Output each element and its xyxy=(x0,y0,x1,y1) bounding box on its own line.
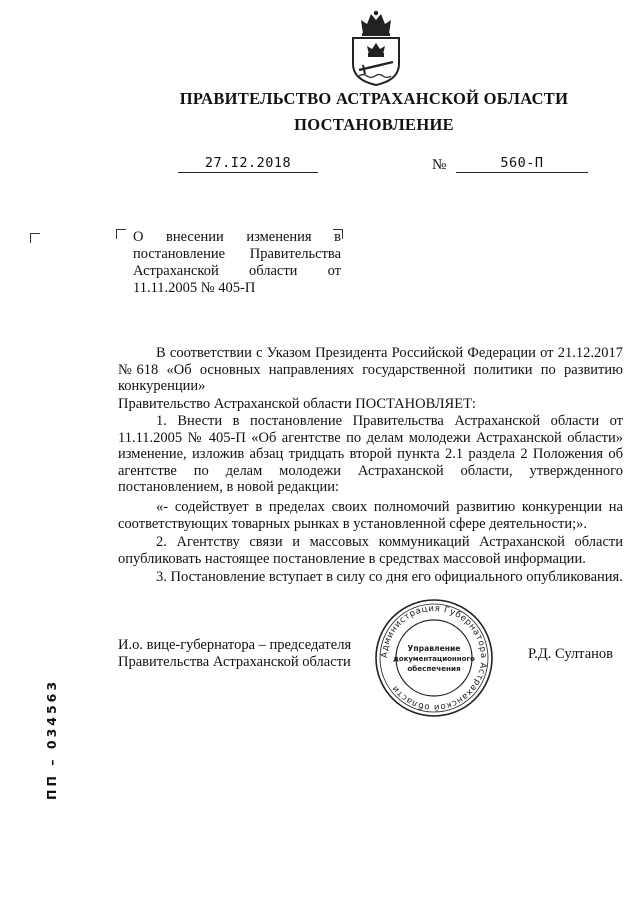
seal-center-line-3: обеспечения xyxy=(407,664,461,673)
signatory-title xyxy=(118,637,378,671)
document-subject: О внесении изменения в постановление Правительства Астраханской области от 11.11.2005 № 405-П xyxy=(133,229,341,296)
seal-ring-text: Администрация Губернатора Астраханской области xyxy=(379,603,489,713)
item-1-quote: «- содействует в пределах своих полномочий развитию конкуренции на соответствующих товарных рынках в установленной сфере деятельности;». xyxy=(118,499,623,532)
signatory-name: Р.Д. Султанов xyxy=(528,646,613,662)
document-date: 27.I2.2018 xyxy=(178,155,318,173)
seal-center-line-2: документационного xyxy=(393,655,475,663)
form-serial-number: ПП – 034563 xyxy=(44,678,59,800)
issuing-authority-title: ПРАВИТЕЛЬСТВО АСТРАХАНСКОЙ ОБЛАСТИ xyxy=(179,89,569,108)
number-sign: № xyxy=(432,157,447,173)
subject-start-corner-mark xyxy=(116,229,126,239)
signatory-title-line-1: И.о. вице-губернатора – председателя xyxy=(118,637,352,653)
left-margin-corner-mark xyxy=(30,233,40,243)
document-type-title: ПОСТАНОВЛЕНИЕ xyxy=(294,115,454,134)
seal-center-line-1: Управление xyxy=(407,644,461,653)
preamble-paragraph: В соответствии с Указом Президента Российской Федерации от 21.12.2017 №618 «Об основных направлениях государственной политики по развитию конкуренции» xyxy=(118,345,623,395)
official-seal xyxy=(373,597,495,719)
coat-of-arms-emblem xyxy=(345,8,407,86)
resolves-line: Правительство Астраханской области ПОСТАНОВЛЯЕТ: xyxy=(118,396,476,412)
item-2-paragraph: 2. Агентству связи и массовых коммуникаций Астраханской области опубликовать настоящее постановление в средствах массовой информации. xyxy=(118,534,623,567)
signatory-title-line-2: Правительства Астраханской области xyxy=(118,654,351,670)
item-1-paragraph: 1. Внести в постановление Правительства Астраханской области от 11.11.2005 № 405-П «Об агентстве по делам молодежи Астраханской области» изменение, изложив абзац тридцать второй пункта 2.1 раздела 2 Положения об агентстве по делам молодежи Астраханской области, утвержденного постановлением, в новой редакции: xyxy=(118,413,623,496)
item-3-paragraph: 3. Постановление вступает в силу со дня его официального опубликования. xyxy=(156,569,623,585)
document-number: 560-П xyxy=(456,155,588,173)
